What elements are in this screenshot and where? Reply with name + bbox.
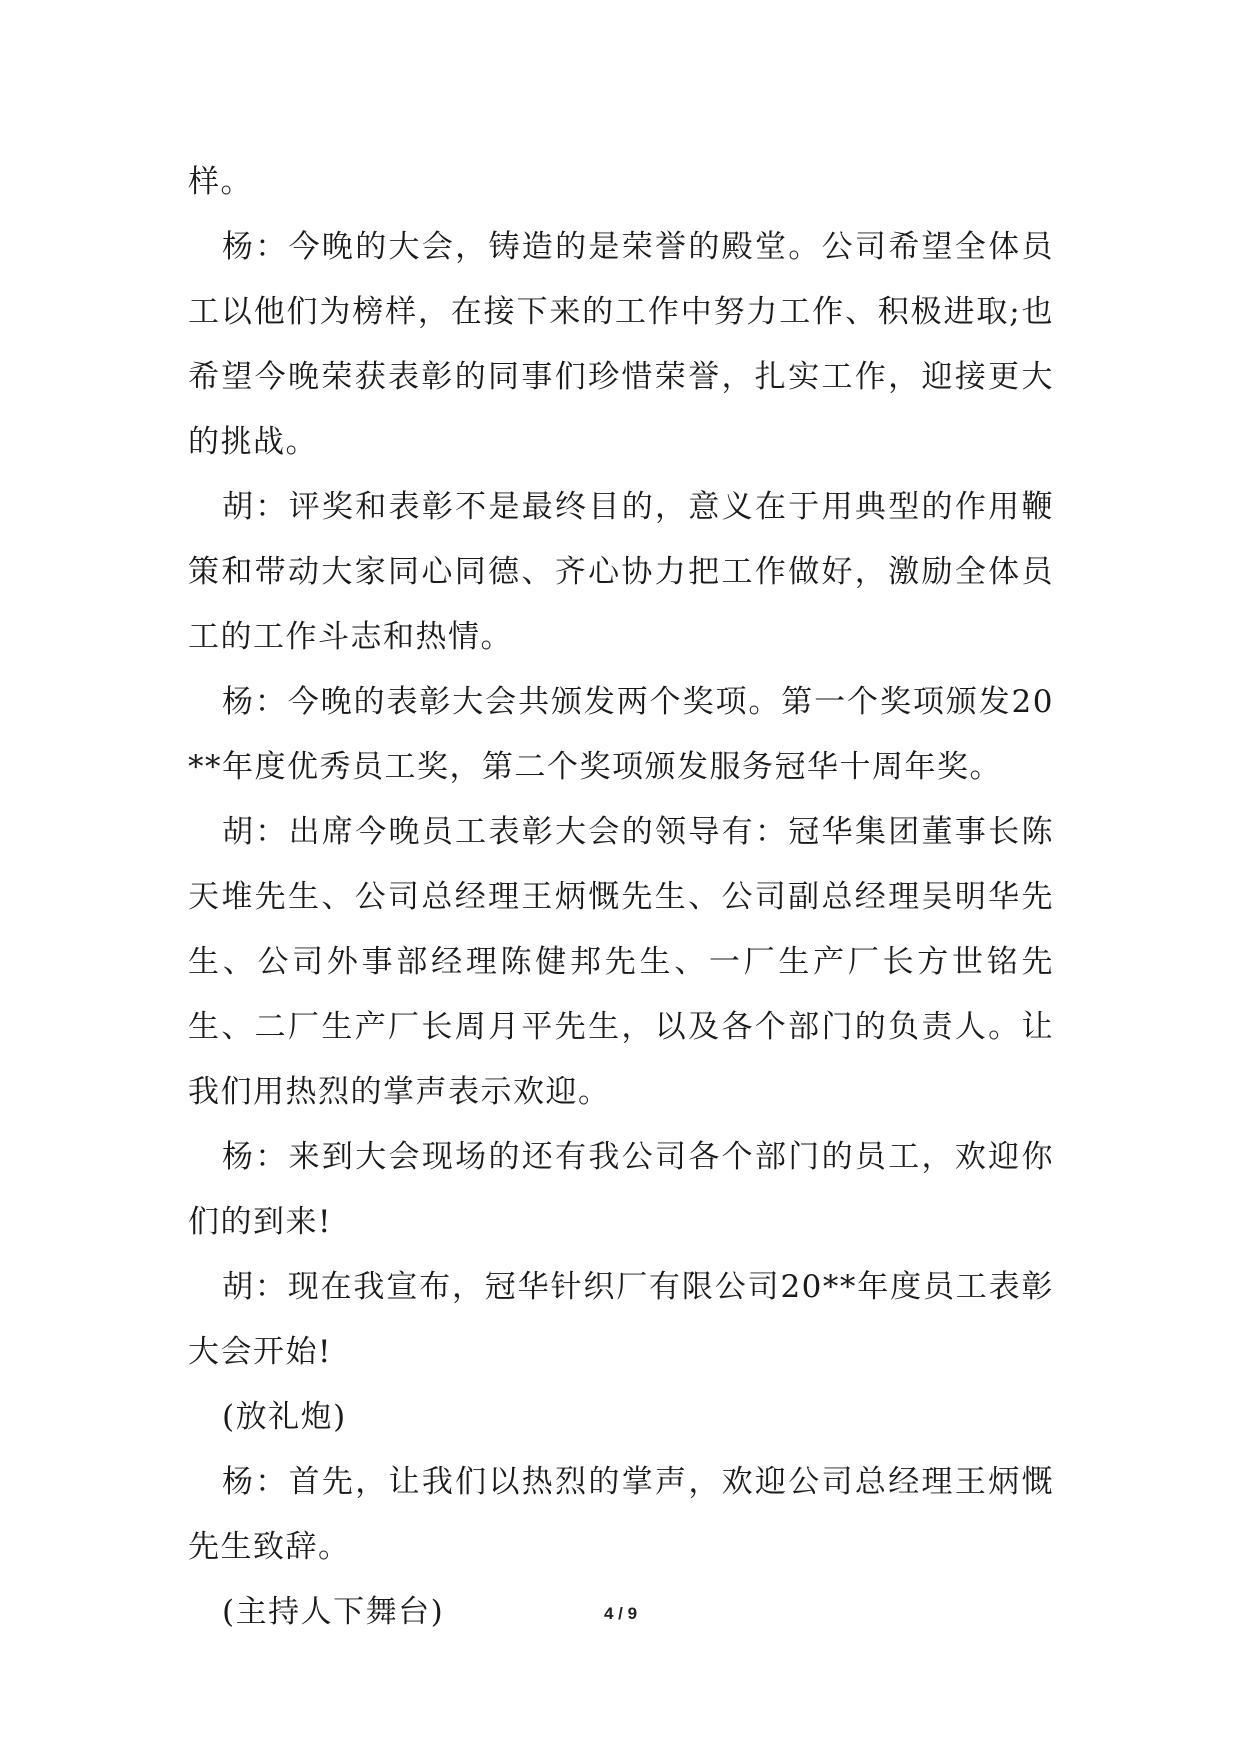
paragraph-yang-awards: 杨：今晚的表彰大会共颁发两个奖项。第一个奖项颁发20**年度优秀员工奖，第二个奖项颁发服务冠华十周年奖。 — [188, 684, 1054, 785]
paragraph-hu-announce: 胡：现在我宣布，冠华针织厂有限公司20**年度员工表彰大会开始! — [188, 1269, 1054, 1370]
paragraph-yang-honor: 杨：今晚的大会，铸造的是荣誉的殿堂。公司希望全体员工以他们为榜样，在接下来的工作中努力工作、积极进取;也希望今晚荣获表彰的同事们珍惜荣誉，扎实工作，迎接更大的挑战。 — [188, 229, 1054, 460]
paragraph-stage-exit: (主持人下舞台) — [222, 1594, 445, 1630]
paragraph-yang-speech: 杨：首先，让我们以热烈的掌声，欢迎公司总经理王炳慨先生致辞。 — [188, 1464, 1054, 1565]
document-body — [188, 150, 1054, 1645]
paragraph-continuation: 样。 — [188, 164, 253, 200]
paragraph-hu-purpose: 胡：评奖和表彰不是最终目的，意义在于用典型的作用鞭策和带动大家同心同德、齐心协力把工作做好，激励全体员工的工作斗志和热情。 — [188, 489, 1054, 655]
page-number: 4 / 9 — [603, 1604, 638, 1623]
paragraph-yang-welcome: 杨：来到大会现场的还有我公司各个部门的员工，欢迎你们的到来! — [188, 1139, 1054, 1240]
paragraph-hu-leaders: 胡：出席今晚员工表彰大会的领导有：冠华集团董事长陈天堆先生、公司总经理王炳慨先生、公司副总经理吴明华先生、公司外事部经理陈健邦先生、一厂生产厂长方世铭先生、二厂生产厂长周月平先生，以及各个部门的负责人。让我们用热烈的掌声表示欢迎。 — [188, 814, 1054, 1110]
paragraph-stage-fireworks: (放礼炮) — [222, 1399, 347, 1435]
